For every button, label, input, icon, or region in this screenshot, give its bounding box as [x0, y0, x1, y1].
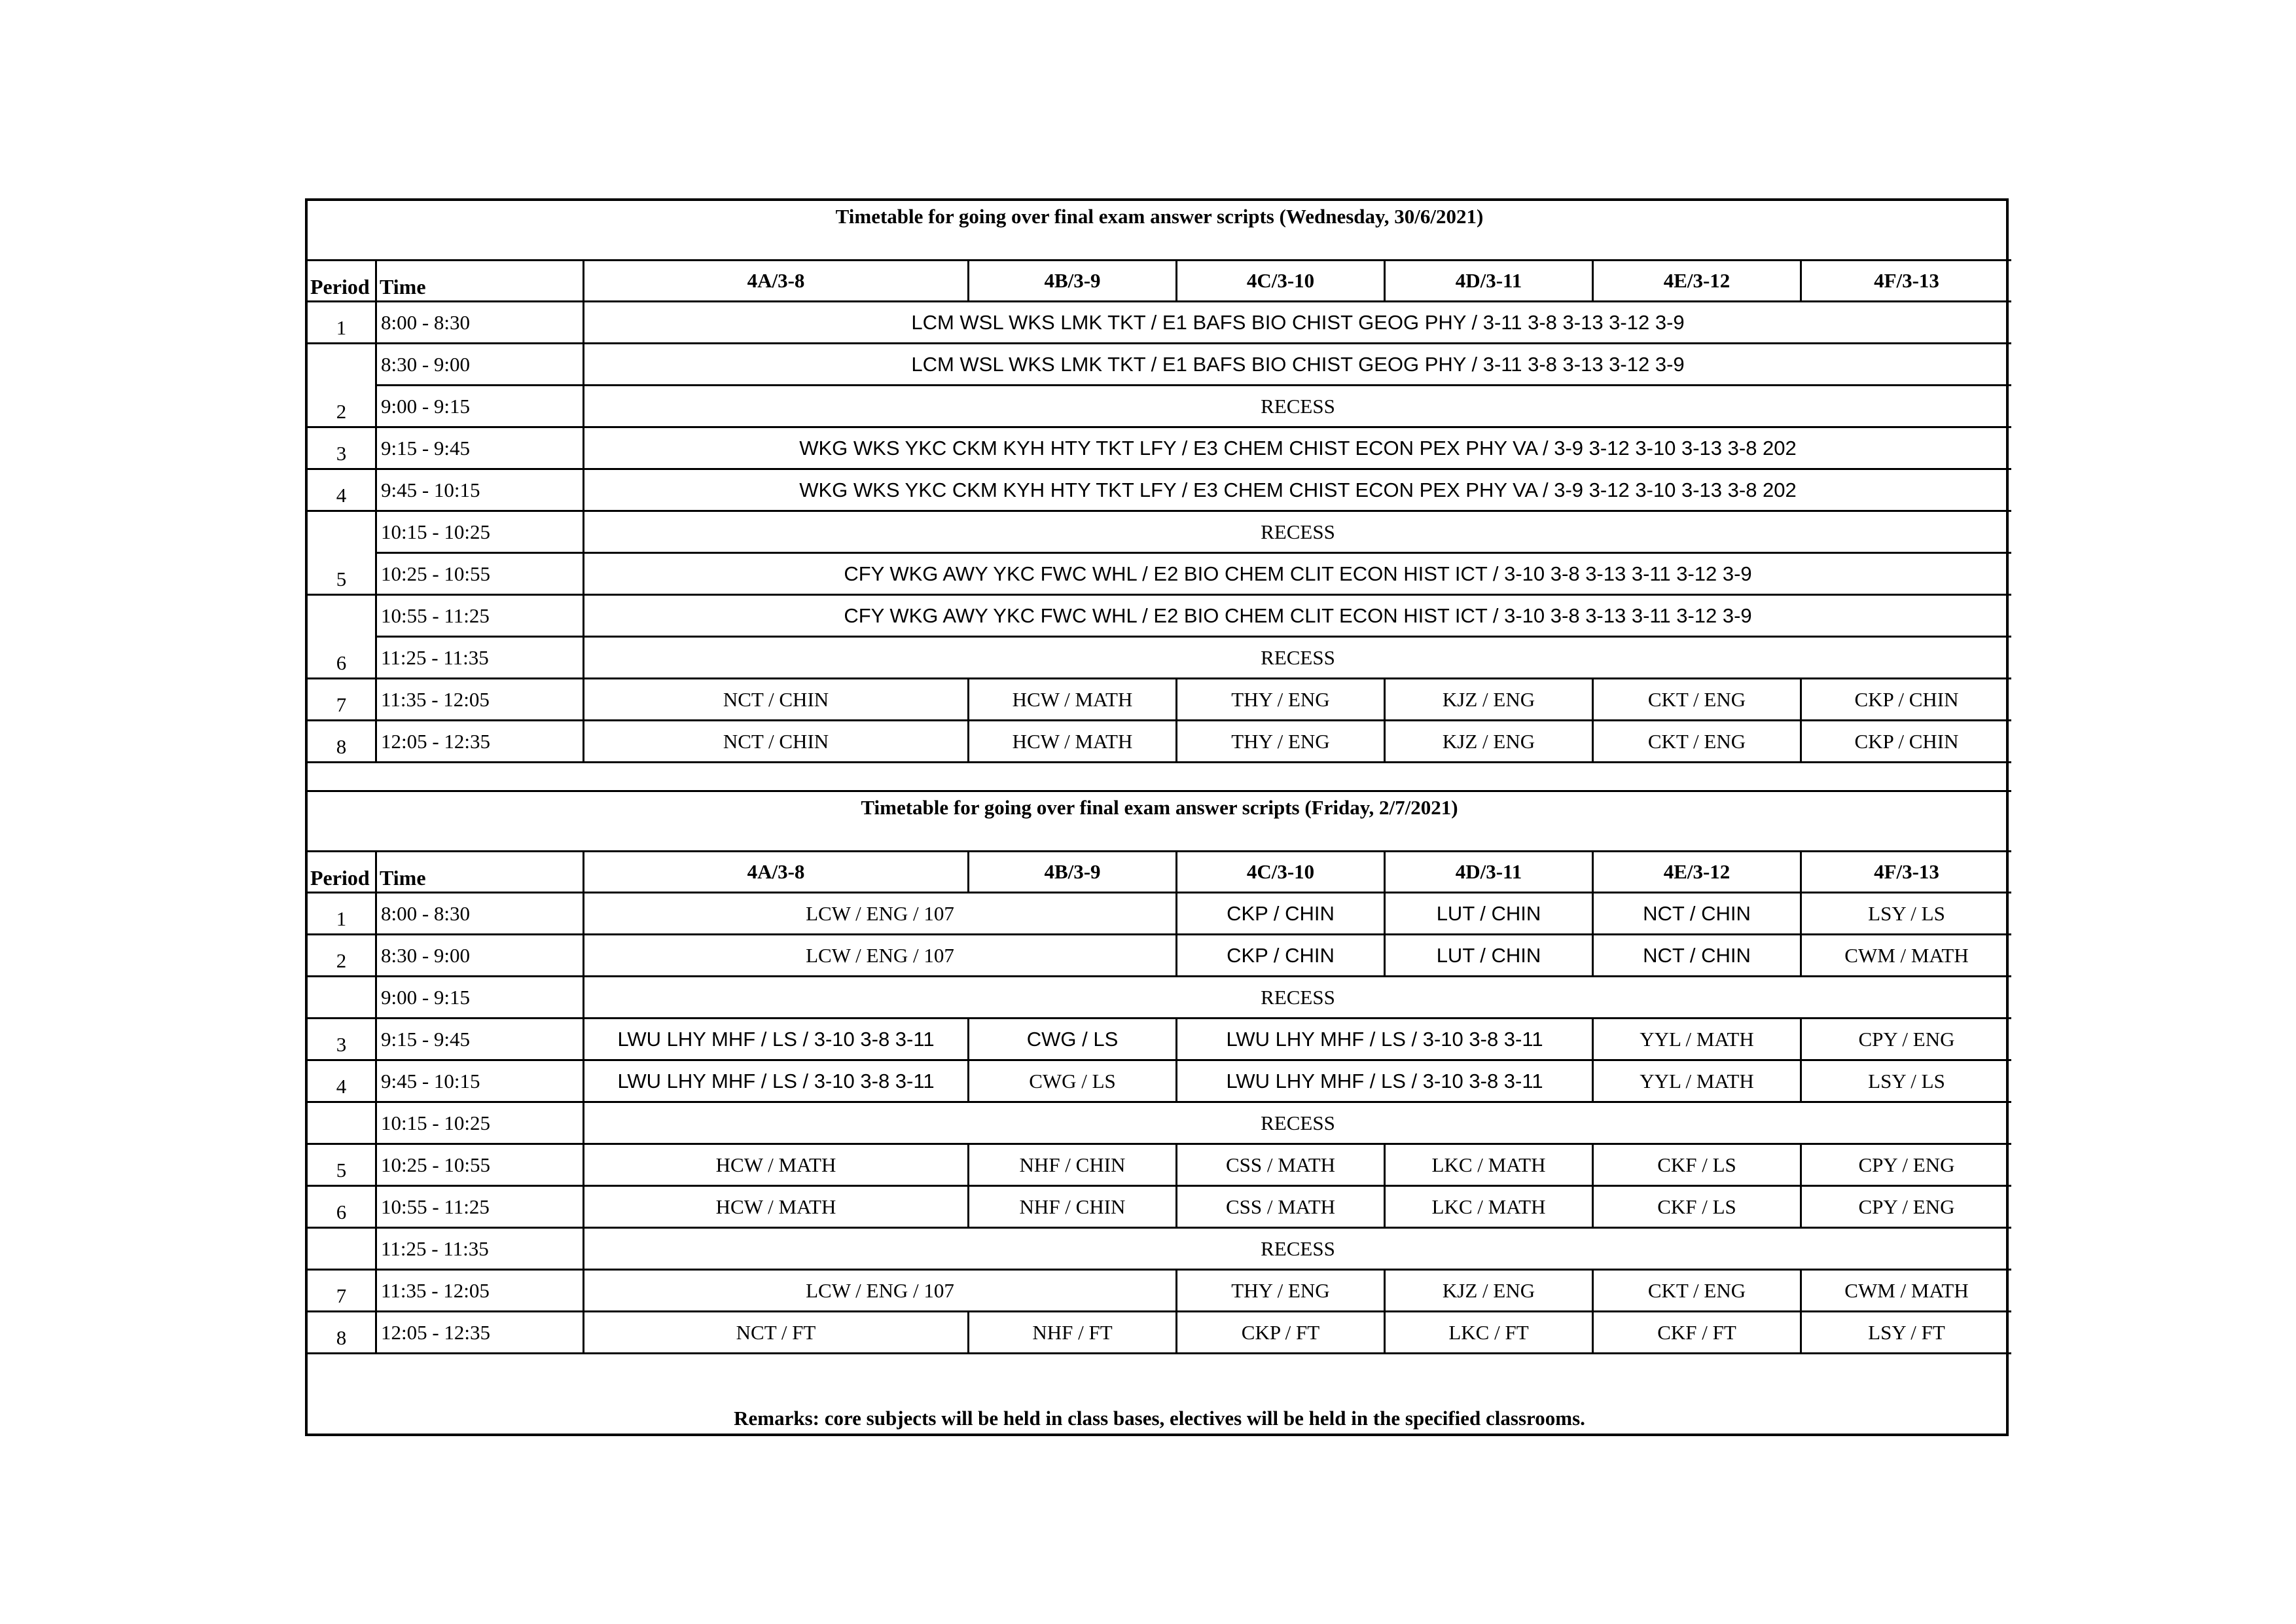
elective-row: CFY WKG AWY YKC FWC WHL / E2 BIO CHEM CLIT ECON HIST ICT / 3-10 3-8 3-13 3-11 3-12 3-9 — [584, 596, 2011, 638]
period-number: 5 — [308, 1145, 377, 1187]
class-header-4f: 4F/3-13 — [1802, 852, 2011, 893]
time-slot: 9:45 - 10:15 — [377, 1061, 584, 1103]
lesson-cell: LKC / MATH — [1386, 1145, 1594, 1187]
elective-row: LCM WSL WKS LMK TKT / E1 BAFS BIO CHIST GEOG PHY / 3-11 3-8 3-13 3-12 3-9 — [584, 302, 2011, 344]
time-slot: 11:25 - 11:35 — [377, 1229, 584, 1271]
empty-period-cell — [308, 977, 377, 1019]
class-header-4e: 4E/3-12 — [1594, 852, 1802, 893]
class-header-4b: 4B/3-9 — [969, 852, 1177, 893]
lesson-cell: NCT / CHIN — [1594, 935, 1802, 977]
time-slot: 10:55 - 11:25 — [377, 596, 584, 638]
recess-row: RECESS — [584, 977, 2011, 1019]
recess-row: RECESS — [584, 1229, 2011, 1271]
period-number: 4 — [308, 470, 377, 512]
time-slot: 11:25 - 11:35 — [377, 638, 584, 679]
lesson-cell: LKC / FT — [1386, 1312, 1594, 1354]
class-header-4b: 4B/3-9 — [969, 261, 1177, 302]
time-slot: 12:05 - 12:35 — [377, 721, 584, 763]
period-header: Period — [308, 261, 377, 302]
time-slot: 10:15 - 10:25 — [377, 1103, 584, 1145]
lesson-cell: KJZ / ENG — [1386, 679, 1594, 721]
time-slot: 10:25 - 10:55 — [377, 554, 584, 596]
period-number: 8 — [308, 721, 377, 763]
lesson-cell: LWU LHY MHF / LS / 3-10 3-8 3-11 — [584, 1061, 969, 1103]
lesson-cell: CKT / ENG — [1594, 1271, 1802, 1312]
time-slot: 10:55 - 11:25 — [377, 1187, 584, 1229]
period-number: 1 — [308, 302, 377, 344]
lesson-cell: CKT / ENG — [1594, 721, 1802, 763]
time-slot: 9:45 - 10:15 — [377, 470, 584, 512]
class-header-4c: 4C/3-10 — [1177, 261, 1386, 302]
lesson-cell: LKC / MATH — [1386, 1187, 1594, 1229]
lesson-cell: HCW / MATH — [969, 721, 1177, 763]
period-number: 3 — [308, 428, 377, 470]
period-number: 3 — [308, 1019, 377, 1061]
lesson-cell: LSY / LS — [1802, 1061, 2011, 1103]
time-slot: 11:35 - 12:05 — [377, 679, 584, 721]
empty-period-cell — [308, 1229, 377, 1271]
lesson-cell: LWU LHY MHF / LS / 3-10 3-8 3-11 — [584, 1019, 969, 1061]
time-slot: 10:25 - 10:55 — [377, 1145, 584, 1187]
lesson-cell: CWM / MATH — [1802, 935, 2011, 977]
class-header-4d: 4D/3-11 — [1386, 261, 1594, 302]
wednesday-title: Timetable for going over final exam answer scripts (Wednesday, 30/6/2021) — [308, 201, 2011, 261]
lesson-cell: CKT / ENG — [1594, 679, 1802, 721]
class-header-4f: 4F/3-13 — [1802, 261, 2011, 302]
time-header: Time — [377, 852, 584, 893]
lesson-cell: KJZ / ENG — [1386, 721, 1594, 763]
lesson-cell: LWU LHY MHF / LS / 3-10 3-8 3-11 — [1177, 1019, 1594, 1061]
class-header-4c: 4C/3-10 — [1177, 852, 1386, 893]
time-slot: 9:00 - 9:15 — [377, 977, 584, 1019]
class-header-4a: 4A/3-8 — [584, 852, 969, 893]
period-number: 7 — [308, 1271, 377, 1312]
lesson-cell: NHF / CHIN — [969, 1187, 1177, 1229]
period-number: 6 — [308, 596, 377, 679]
elective-row: CFY WKG AWY YKC FWC WHL / E2 BIO CHEM CLIT ECON HIST ICT / 3-10 3-8 3-13 3-11 3-12 3-9 — [584, 554, 2011, 596]
lesson-cell: CPY / ENG — [1802, 1019, 2011, 1061]
lesson-cell: HCW / MATH — [969, 679, 1177, 721]
lesson-cell: CKP / CHIN — [1802, 721, 2011, 763]
lesson-cell: LCW / ENG / 107 — [584, 1271, 1177, 1312]
lesson-cell: CKP / CHIN — [1802, 679, 2011, 721]
lesson-cell: CSS / MATH — [1177, 1187, 1386, 1229]
time-slot: 9:15 - 9:45 — [377, 428, 584, 470]
lesson-cell: LSY / LS — [1802, 893, 2011, 935]
lesson-cell: LSY / FT — [1802, 1312, 2011, 1354]
time-slot: 11:35 - 12:05 — [377, 1271, 584, 1312]
time-slot: 8:00 - 8:30 — [377, 302, 584, 344]
elective-row: WKG WKS YKC CKM KYH HTY TKT LFY / E3 CHEM CHIST ECON PEX PHY VA / 3-9 3-12 3-10 3-13 3-8 202 — [584, 428, 2011, 470]
lesson-cell: CKF / FT — [1594, 1312, 1802, 1354]
time-slot: 10:15 - 10:25 — [377, 512, 584, 554]
lesson-cell: LCW / ENG / 107 — [584, 893, 1177, 935]
lesson-cell: YYL / MATH — [1594, 1061, 1802, 1103]
lesson-cell: HCW / MATH — [584, 1187, 969, 1229]
empty-period-cell — [308, 1103, 377, 1145]
lesson-cell: CKP / CHIN — [1177, 935, 1386, 977]
lesson-cell: NHF / FT — [969, 1312, 1177, 1354]
lesson-cell: YYL / MATH — [1594, 1019, 1802, 1061]
lesson-cell: NCT / CHIN — [584, 721, 969, 763]
lesson-cell: NCT / CHIN — [584, 679, 969, 721]
elective-row: WKG WKS YKC CKM KYH HTY TKT LFY / E3 CHEM CHIST ECON PEX PHY VA / 3-9 3-12 3-10 3-13 3-8 202 — [584, 470, 2011, 512]
lesson-cell: CKF / LS — [1594, 1145, 1802, 1187]
time-slot: 8:30 - 9:00 — [377, 935, 584, 977]
lesson-cell: CSS / MATH — [1177, 1145, 1386, 1187]
lesson-cell: HCW / MATH — [584, 1145, 969, 1187]
lesson-cell: CWG / LS — [969, 1061, 1177, 1103]
recess-row: RECESS — [584, 1103, 2011, 1145]
class-header-4a: 4A/3-8 — [584, 261, 969, 302]
period-number: 8 — [308, 1312, 377, 1354]
class-header-4d: 4D/3-11 — [1386, 852, 1594, 893]
period-header: Period — [308, 852, 377, 893]
recess-row: RECESS — [584, 386, 2011, 428]
lesson-cell: KJZ / ENG — [1386, 1271, 1594, 1312]
lesson-cell: CPY / ENG — [1802, 1187, 2011, 1229]
section-spacer — [308, 763, 2011, 792]
time-slot: 12:05 - 12:35 — [377, 1312, 584, 1354]
lesson-cell: CPY / ENG — [1802, 1145, 2011, 1187]
lesson-cell: LUT / CHIN — [1386, 893, 1594, 935]
lesson-cell: LWU LHY MHF / LS / 3-10 3-8 3-11 — [1177, 1061, 1594, 1103]
time-slot: 8:30 - 9:00 — [377, 344, 584, 386]
lesson-cell: CKP / CHIN — [1177, 893, 1386, 935]
lesson-cell: CKF / LS — [1594, 1187, 1802, 1229]
time-header: Time — [377, 261, 584, 302]
lesson-cell: CKP / FT — [1177, 1312, 1386, 1354]
class-header-4e: 4E/3-12 — [1594, 261, 1802, 302]
lesson-cell: LCW / ENG / 107 — [584, 935, 1177, 977]
lesson-cell: THY / ENG — [1177, 679, 1386, 721]
lesson-cell: THY / ENG — [1177, 721, 1386, 763]
lesson-cell: CWG / LS — [969, 1019, 1177, 1061]
time-slot: 8:00 - 8:30 — [377, 893, 584, 935]
remarks-note: Remarks: core subjects will be held in class bases, electives will be held in the specified classrooms. — [734, 1407, 1585, 1430]
period-number: 2 — [308, 935, 377, 977]
lesson-cell: NCT / CHIN — [1594, 893, 1802, 935]
period-number: 2 — [308, 344, 377, 428]
time-slot: 9:00 - 9:15 — [377, 386, 584, 428]
lesson-cell: LUT / CHIN — [1386, 935, 1594, 977]
timetable-sheet — [305, 198, 2009, 1436]
period-number: 1 — [308, 893, 377, 935]
lesson-cell: NHF / CHIN — [969, 1145, 1177, 1187]
period-number: 4 — [308, 1061, 377, 1103]
lesson-cell: NCT / FT — [584, 1312, 969, 1354]
elective-row: LCM WSL WKS LMK TKT / E1 BAFS BIO CHIST GEOG PHY / 3-11 3-8 3-13 3-12 3-9 — [584, 344, 2011, 386]
lesson-cell: CWM / MATH — [1802, 1271, 2011, 1312]
time-slot: 9:15 - 9:45 — [377, 1019, 584, 1061]
period-number: 6 — [308, 1187, 377, 1229]
period-number: 5 — [308, 512, 377, 596]
lesson-cell: THY / ENG — [1177, 1271, 1386, 1312]
friday-title: Timetable for going over final exam answer scripts (Friday, 2/7/2021) — [308, 792, 2011, 852]
period-number: 7 — [308, 679, 377, 721]
recess-row: RECESS — [584, 512, 2011, 554]
recess-row: RECESS — [584, 638, 2011, 679]
